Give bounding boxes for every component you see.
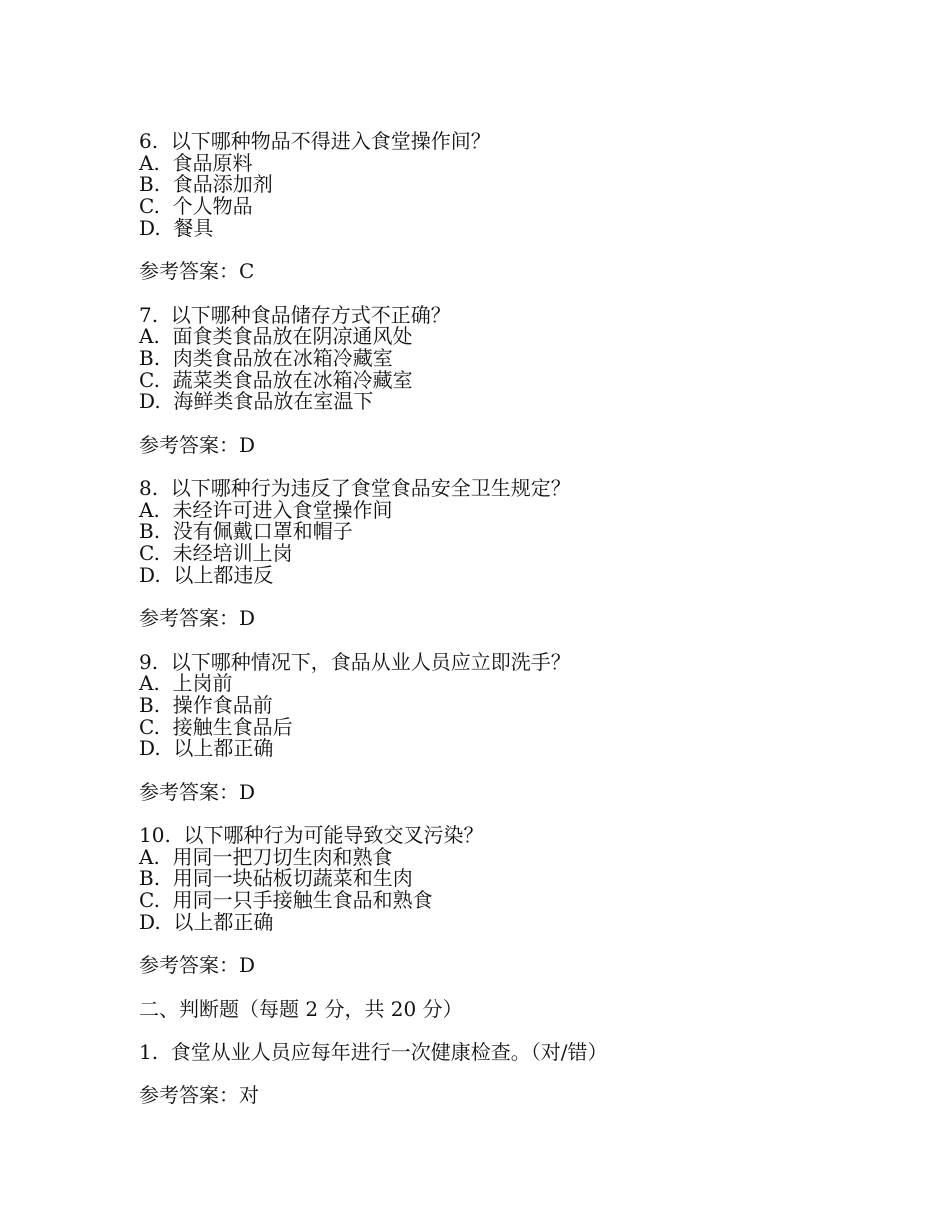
spacer xyxy=(139,1020,899,1042)
option-c: C. 接触生食品后 xyxy=(139,714,293,739)
option-d: D. 以上都正确 xyxy=(139,736,274,761)
option-d: D. 以上都违反 xyxy=(139,562,274,587)
question-stem: 10. 以下哪种行为可能导致交叉污染？ xyxy=(139,823,484,847)
question-stem: 7. 以下哪种食品储存方式不正确？ xyxy=(139,302,451,327)
spacer xyxy=(139,760,899,782)
reference-answer: 参考答案：C xyxy=(139,259,255,284)
section-true-false xyxy=(139,996,899,1108)
spacer xyxy=(139,586,899,608)
question-stem: 8. 以下哪种行为违反了食堂食品安全卫生规定？ xyxy=(139,476,571,500)
option-c: C. 蔬菜类食品放在冰箱冷藏室 xyxy=(139,367,413,392)
question-stem: 6. 以下哪种物品不得进入食堂操作间？ xyxy=(139,129,491,153)
spacer xyxy=(139,283,899,305)
spacer xyxy=(139,456,899,478)
option-b: B. 食品添加剂 xyxy=(139,172,273,197)
spacer xyxy=(139,933,899,955)
spacer xyxy=(139,239,899,261)
section-heading: 二、判断题（每题 2 分，共 20 分） xyxy=(139,996,463,1021)
reference-answer: 参考答案：对 xyxy=(139,1083,259,1108)
reference-answer: 参考答案：D xyxy=(139,606,256,631)
option-c: C. 个人物品 xyxy=(139,194,253,219)
spacer xyxy=(139,630,899,652)
option-c: C. 用同一只手接触生食品和熟食 xyxy=(139,888,433,913)
option-a: A. 食品原料 xyxy=(139,150,253,175)
reference-answer: 参考答案：D xyxy=(139,779,256,804)
document-page xyxy=(139,131,899,1107)
question-stem: 1. 食堂从业人员应每年进行一次健康检查。（对/错） xyxy=(139,1039,608,1064)
option-a: A. 用同一把刀切生肉和熟食 xyxy=(139,844,393,869)
option-c: C. 未经培训上岗 xyxy=(139,541,293,566)
option-d: D. 以上都正确 xyxy=(139,909,274,934)
option-b: B. 没有佩戴口罩和帽子 xyxy=(139,519,353,544)
option-d: D. 餐具 xyxy=(139,215,214,240)
question-block xyxy=(139,131,899,305)
question-block xyxy=(139,649,899,826)
spacer xyxy=(139,977,899,999)
reference-answer: 参考答案：D xyxy=(139,953,256,978)
option-b: B. 肉类食品放在冰箱冷藏室 xyxy=(139,345,393,370)
question-block xyxy=(139,302,899,479)
spacer xyxy=(139,803,899,825)
spacer xyxy=(139,1064,899,1086)
question-block xyxy=(139,825,899,999)
option-b: B. 用同一块砧板切蔬菜和生肉 xyxy=(139,866,413,891)
question-stem: 9. 以下哪种情况下，食品从业人员应立即洗手？ xyxy=(139,649,571,674)
option-d: D. 海鲜类食品放在室温下 xyxy=(139,389,374,414)
option-b: B. 操作食品前 xyxy=(139,692,273,717)
option-a: A. 未经许可进入食堂操作间 xyxy=(139,497,393,522)
question-block xyxy=(139,478,899,652)
reference-answer: 参考答案：D xyxy=(139,432,256,457)
option-a: A. 面食类食品放在阴凉通风处 xyxy=(139,324,413,349)
option-a: A. 上岗前 xyxy=(139,671,233,696)
spacer xyxy=(139,413,899,435)
